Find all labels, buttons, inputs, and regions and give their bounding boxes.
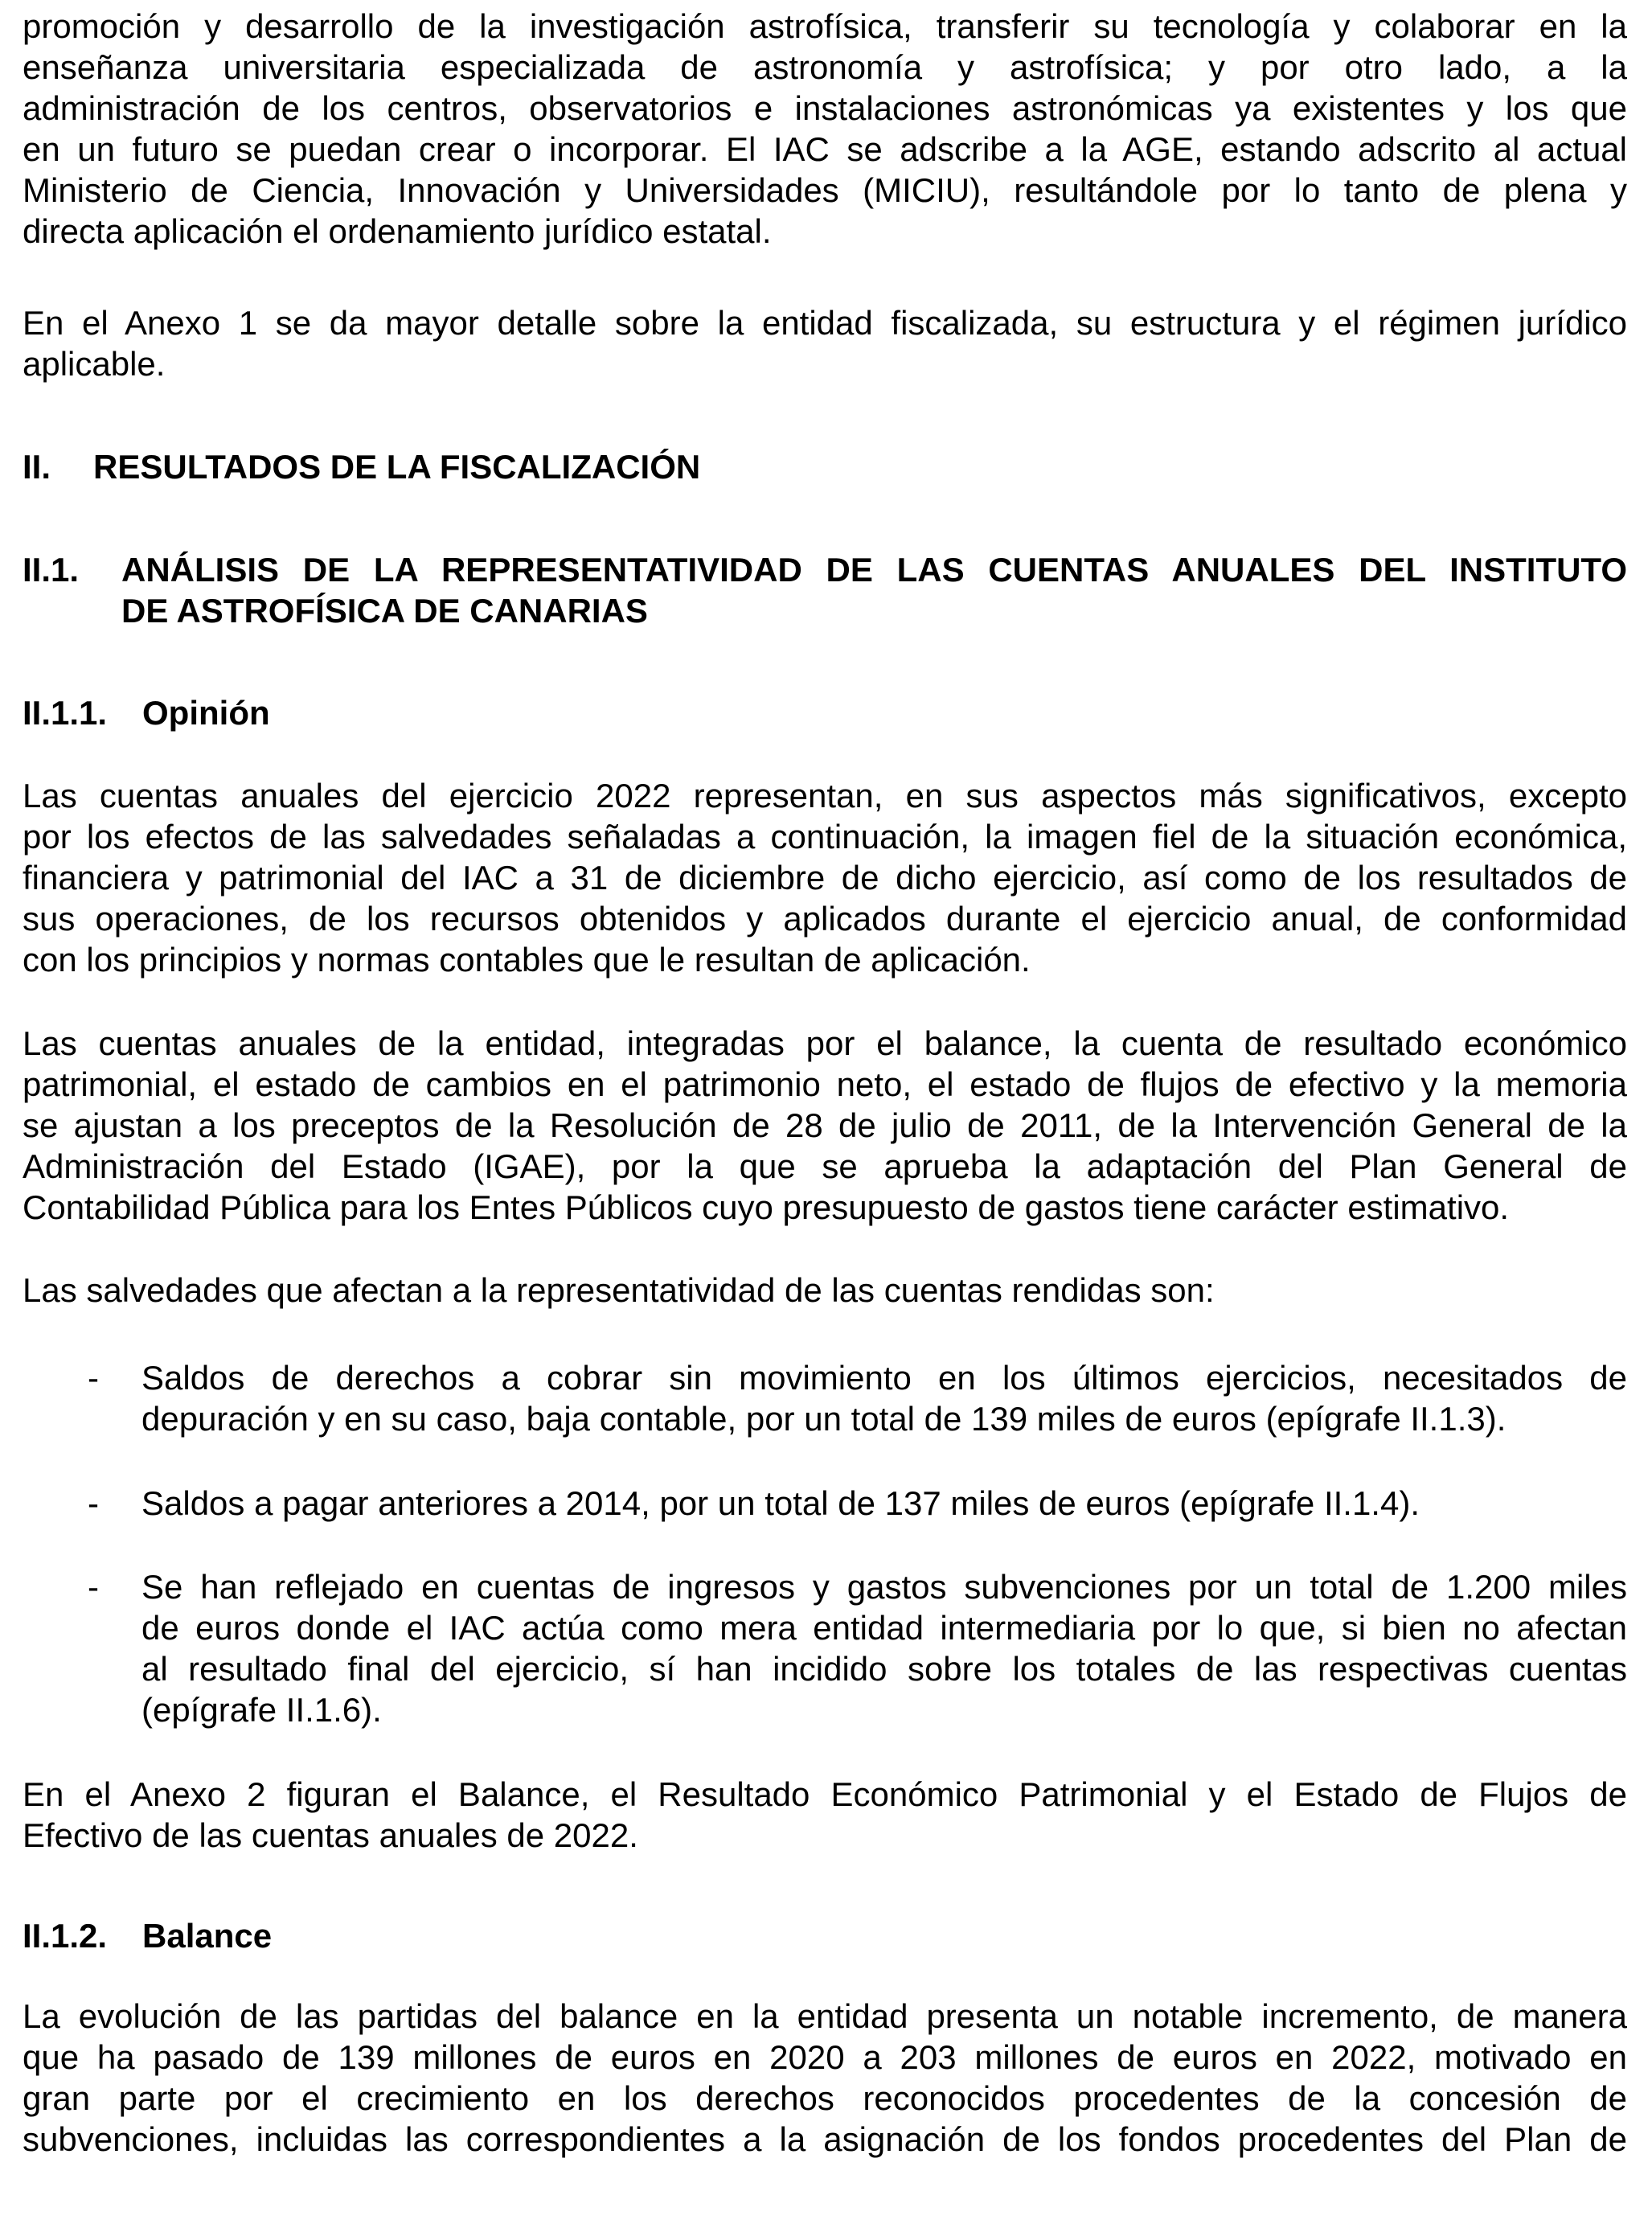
heading-title: Balance	[142, 1917, 273, 1955]
text-line: enseñanza universitaria especializada de astronomía y astrofísica; y por otro lado, a la	[23, 48, 1627, 86]
heading-title: Opinión	[142, 694, 270, 732]
text-line: aplicable.	[23, 345, 166, 383]
text-line: sus operaciones, de los recursos obtenidos y aplicados durante el ejercicio anual, de conformidad	[23, 900, 1627, 938]
text-line: depuración y en su caso, baja contable, por un total de 139 miles de euros (epígrafe II.1.3).	[141, 1400, 1506, 1438]
text-line: con los principios y normas contables que le resultan de aplicación.	[23, 941, 1031, 979]
paragraph-qualifications-intro	[23, 1270, 1627, 1311]
heading-number: II.1.2.	[23, 1917, 108, 1955]
text-line: La evolución de las partidas del balance en la entidad presenta un notable incremento, de manera	[23, 1997, 1627, 2035]
text-line: En el Anexo 2 figuran el Balance, el Resultado Económico Patrimonial y el Estado de Flujos de	[23, 1775, 1627, 1813]
heading-number: II.1.1.	[23, 694, 108, 732]
paragraph-entity-description	[23, 6, 1627, 252]
bullet-dash: -	[88, 1484, 99, 1522]
heading-title-line: DE ASTROFÍSICA DE CANARIAS	[121, 592, 648, 630]
paragraph-accounts	[23, 1023, 1627, 1228]
text-line: (epígrafe II.1.6).	[141, 1691, 382, 1729]
text-line: Saldos a pagar anteriores a 2014, por un total de 137 miles de euros (epígrafe II.1.4).	[141, 1484, 1420, 1522]
bullet-text	[141, 1357, 1627, 1439]
text-line: directa aplicación el ordenamiento jurídico estatal.	[23, 212, 772, 250]
text-line: gran parte por el crecimiento en los derechos reconocidos procedentes de la concesión de	[23, 2079, 1627, 2117]
text-line: Administración del Estado (IGAE), por la que se aprueba la adaptación del Plan General de	[23, 1147, 1627, 1185]
text-line: en un futuro se puedan crear o incorporar. El IAC se adscribe a la AGE, estando adscrito al actual	[23, 130, 1627, 168]
text-line: subvenciones, incluidas las correspondientes a la asignación de los fondos procedentes del Plan de	[23, 2120, 1627, 2158]
text-line: Efectivo de las cuentas anuales de 2022.	[23, 1816, 638, 1854]
bullet-text	[141, 1483, 1627, 1524]
text-line: Las salvedades que afectan a la representatividad de las cuentas rendidas son:	[23, 1271, 1215, 1309]
text-line: administración de los centros, observatorios e instalaciones astronómicas ya existentes y los que	[23, 89, 1627, 127]
text-line: Contabilidad Pública para los Entes Públicos cuyo presupuesto de gastos tiene carácter estimativo.	[23, 1188, 1510, 1226]
text-line: por los efectos de las salvedades señaladas a continuación, la imagen fiel de la situación económica,	[23, 818, 1627, 856]
bullet-dash: -	[88, 1359, 99, 1397]
text-line: se ajustan a los preceptos de la Resolución de 28 de julio de 2011, de la Intervención General de la	[23, 1106, 1627, 1144]
paragraph-opinion	[23, 775, 1627, 980]
paragraph-annex-1	[23, 302, 1627, 384]
text-line: que ha pasado de 139 millones de euros en 2020 a 203 millones de euros en 2022, motivado en	[23, 2038, 1627, 2076]
text-line: En el Anexo 1 se da mayor detalle sobre la entidad fiscalizada, su estructura y el régimen jurídico	[23, 304, 1627, 342]
text-line: financiera y patrimonial del IAC a 31 de diciembre de dicho ejercicio, así como de los resultados de	[23, 859, 1627, 897]
text-line: Las cuentas anuales de la entidad, integradas por el balance, la cuenta de resultado económico	[23, 1024, 1627, 1062]
text-line: Se han reflejado en cuentas de ingresos y gastos subvenciones por un total de 1.200 miles	[141, 1568, 1627, 1606]
text-line: Ministerio de Ciencia, Innovación y Universidades (MICIU), resultándole por lo tanto de plena y	[23, 171, 1627, 209]
text-line: Saldos de derechos a cobrar sin movimiento en los últimos ejercicios, necesitados de	[141, 1359, 1627, 1397]
text-line: Las cuentas anuales del ejercicio 2022 representan, en sus aspectos más significativos, excepto	[23, 777, 1627, 814]
bullet-text	[141, 1566, 1627, 1730]
paragraph-annex-2	[23, 1774, 1627, 1856]
heading-number: II.	[23, 448, 51, 486]
text-line: promoción y desarrollo de la investigación astrofísica, transferir su tecnología y colaborar en la	[23, 7, 1627, 45]
heading-number: II.1.	[23, 551, 80, 589]
paragraph-balance	[23, 1996, 1627, 2160]
heading-title: RESULTADOS DE LA FISCALIZACIÓN	[93, 448, 701, 486]
text-line: al resultado final del ejercicio, sí han incidido sobre los totales de las respectivas cuentas	[141, 1650, 1627, 1688]
bullet-dash: -	[88, 1568, 99, 1606]
text-line: de euros donde el IAC actúa como mera entidad intermediaria por lo que, si bien no afectan	[141, 1609, 1627, 1647]
heading-title-line: ANÁLISIS DE LA REPRESENTATIVIDAD DE LAS CUENTAS ANUALES DEL INSTITUTO	[121, 551, 1627, 589]
text-line: patrimonial, el estado de cambios en el patrimonio neto, el estado de flujos de efectivo y la memoria	[23, 1065, 1627, 1103]
